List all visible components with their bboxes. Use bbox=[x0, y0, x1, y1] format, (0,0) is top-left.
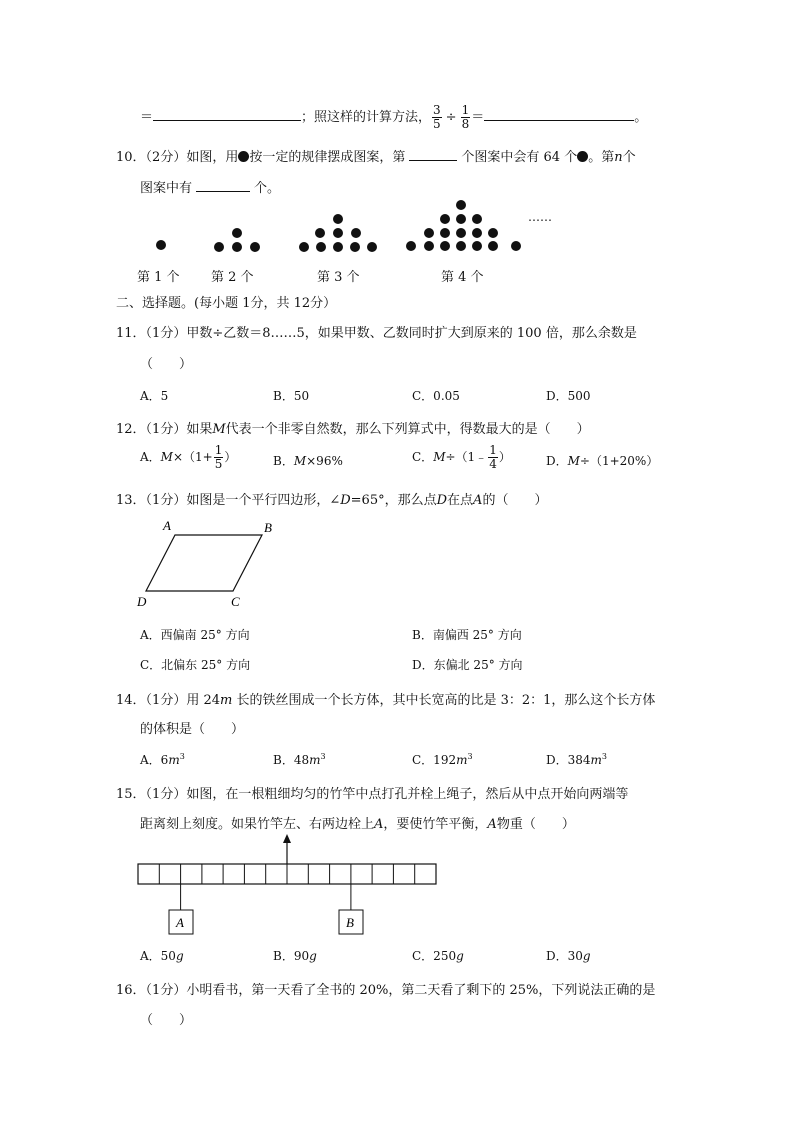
q13-option-d[interactable]: D．东偏北 25° 方向 bbox=[412, 658, 523, 672]
pattern-3-dot bbox=[367, 242, 377, 252]
q11-option-d[interactable]: D．500 bbox=[546, 389, 591, 403]
q12-option-a[interactable]: A．M×（1+ $\frac{1}{5}$ ） bbox=[140, 443, 237, 471]
pattern-3-dot bbox=[299, 242, 309, 252]
pattern-4-dot bbox=[456, 214, 466, 224]
pattern-4-dot bbox=[472, 228, 482, 238]
q10-line-1: 10．（2分）如图，用 按一定的规律摆成图案，第 个图案中会有 64 个 。第n个 bbox=[116, 150, 636, 165]
q11-option-b[interactable]: B．50 bbox=[273, 389, 310, 403]
pattern-3-dot bbox=[333, 214, 343, 224]
pattern-label-4: 第 4 个 bbox=[441, 270, 484, 285]
parallelogram-shape bbox=[146, 535, 262, 591]
pattern-2-dot bbox=[214, 242, 224, 252]
q12-question: 12．（1分）如果M代表一个非零自然数，那么下列算式中，得数最大的是（ ） bbox=[116, 422, 590, 437]
q15-option-c[interactable]: C．250g bbox=[412, 949, 464, 963]
filled-dot-icon bbox=[577, 151, 588, 162]
q11-answer-paren: （ ） bbox=[140, 357, 193, 372]
pattern-4-dot bbox=[440, 241, 450, 251]
q13-option-b[interactable]: B．南偏西 25° 方向 bbox=[412, 628, 522, 642]
q13-question: 13．（1分）如图是一个平行四边形，∠D=65°，那么点D在点A的（ ） bbox=[116, 493, 548, 508]
q9-equals-2: ＝ bbox=[471, 110, 485, 125]
pattern-4-dot bbox=[424, 228, 434, 238]
pattern-3-dot bbox=[316, 242, 326, 252]
section-heading-choice: 二、选择题。(每小题 1分，共 12分） bbox=[116, 296, 337, 311]
pattern-label-2: 第 2 个 bbox=[211, 270, 254, 285]
fraction-1-5: $\frac{1}{5}$ bbox=[214, 443, 223, 471]
arrow-up-icon bbox=[283, 834, 291, 843]
q10-answer-blank-1[interactable] bbox=[409, 148, 457, 161]
pattern-4-dot bbox=[488, 241, 498, 251]
pattern-3-dot bbox=[333, 242, 343, 252]
pattern-4-dot bbox=[472, 241, 482, 251]
q10-answer-blank-2[interactable] bbox=[196, 179, 250, 192]
q16-question: 16．（1分）小明看书，第一天看了全书的 20%，第二天看了剩下的 25%，下列说法正确的是 bbox=[116, 983, 656, 998]
q12-option-d[interactable]: D．M÷（1+20%） bbox=[546, 454, 659, 468]
vertex-label-b: B bbox=[264, 520, 272, 535]
q11-question: 11．（1分）甲数÷乙数＝8……5，如果甲数、乙数同时扩大到原来的 100 倍，那么余数是 bbox=[116, 326, 637, 341]
q15-option-b[interactable]: B．90g bbox=[273, 949, 317, 963]
pattern-3-dot bbox=[351, 228, 361, 238]
q14-option-d[interactable]: D．$384m^3$ bbox=[546, 752, 608, 767]
pattern-4-dot bbox=[456, 241, 466, 251]
q9-answer-blank-1[interactable] bbox=[153, 108, 301, 121]
weight-b-label: B bbox=[346, 915, 354, 930]
q15-question-line-2: 距离刻上刻度。如果竹竿左、右两边栓上A，要使竹竿平衡，A物重（ ） bbox=[140, 817, 575, 832]
pattern-2-dot bbox=[232, 228, 242, 238]
q14-option-b[interactable]: B．$48m^3$ bbox=[273, 752, 326, 767]
pattern-2-dot bbox=[250, 242, 260, 252]
q9-text: ；照这样的计算方法， bbox=[301, 110, 432, 125]
q14-option-c[interactable]: C．$192m^3$ bbox=[412, 752, 473, 767]
pattern-ellipsis: …… bbox=[528, 210, 552, 224]
pattern-4-dot bbox=[456, 200, 466, 210]
pattern-label-1: 第 1 个 bbox=[137, 270, 180, 285]
pattern-3-dot bbox=[350, 242, 360, 252]
fraction-1-4: $\frac{1}{4}$ bbox=[489, 443, 497, 471]
q9-fraction-1-8: $\frac{1}{8}$ bbox=[461, 103, 470, 131]
vertex-label-d: D bbox=[137, 594, 147, 609]
pattern-3-dot bbox=[315, 228, 325, 238]
pattern-label-3: 第 3 个 bbox=[317, 270, 360, 285]
pattern-4-dot bbox=[424, 241, 434, 251]
q14-question-line-2: 的体积是（ ） bbox=[140, 722, 245, 737]
rod-tick-marks bbox=[159, 864, 414, 884]
pattern-4-dot bbox=[440, 228, 450, 238]
q10-line-2: 图案中有 个。 bbox=[140, 181, 281, 196]
q14-question: 14．（1分）用 24m 长的铁丝围成一个长方体，其中长宽高的比是 3：2：1，那么这个长方体 bbox=[116, 693, 656, 708]
q12-option-b[interactable]: B．M×96% bbox=[273, 454, 343, 468]
vertex-label-a: A bbox=[163, 518, 171, 533]
q9-answer-blank-2[interactable] bbox=[484, 108, 634, 121]
filled-dot-icon bbox=[238, 151, 249, 162]
q9-divide: ÷ bbox=[445, 110, 457, 125]
parallelogram-figure bbox=[130, 512, 290, 612]
q11-option-c[interactable]: C．0.05 bbox=[412, 389, 460, 403]
pattern-3-dot bbox=[333, 228, 343, 238]
vertex-label-c: C bbox=[231, 594, 240, 609]
q16-answer-paren: （ ） bbox=[140, 1013, 193, 1028]
q15-option-d[interactable]: D．30g bbox=[546, 949, 591, 963]
q14-option-a[interactable]: A．$6m^3$ bbox=[140, 752, 185, 767]
pattern-4-dot bbox=[488, 228, 498, 238]
weight-a-label: A bbox=[176, 915, 184, 930]
pattern-2-dot bbox=[232, 242, 242, 252]
q13-option-c[interactable]: C．北偏东 25° 方向 bbox=[140, 658, 251, 672]
q15-question: 15．（1分）如图，在一根粗细均匀的竹竿中点打孔并栓上绳子，然后从中点开始向两端等 bbox=[116, 787, 629, 802]
q11-option-a[interactable]: A．5 bbox=[140, 389, 169, 403]
q12-option-c[interactable]: C．M÷（1﹣ $\frac{1}{4}$ ） bbox=[412, 443, 511, 471]
pattern-4-dot bbox=[440, 214, 450, 224]
pattern-1-dot bbox=[156, 240, 166, 250]
q13-option-a[interactable]: A．西偏南 25° 方向 bbox=[140, 628, 250, 642]
q9-fraction-3-5: $\frac{3}{5}$ bbox=[433, 103, 441, 131]
pattern-4-dot bbox=[406, 241, 416, 251]
bamboo-lever-figure bbox=[130, 832, 450, 942]
pattern-4-dot bbox=[511, 241, 521, 251]
q9-tail-line bbox=[140, 104, 647, 131]
pattern-4-dot bbox=[456, 228, 466, 238]
q15-option-a[interactable]: A．50g bbox=[140, 949, 184, 963]
q9-end: 。 bbox=[634, 110, 648, 125]
pattern-4-dot bbox=[472, 214, 482, 224]
q9-equals: ＝ bbox=[140, 110, 154, 125]
